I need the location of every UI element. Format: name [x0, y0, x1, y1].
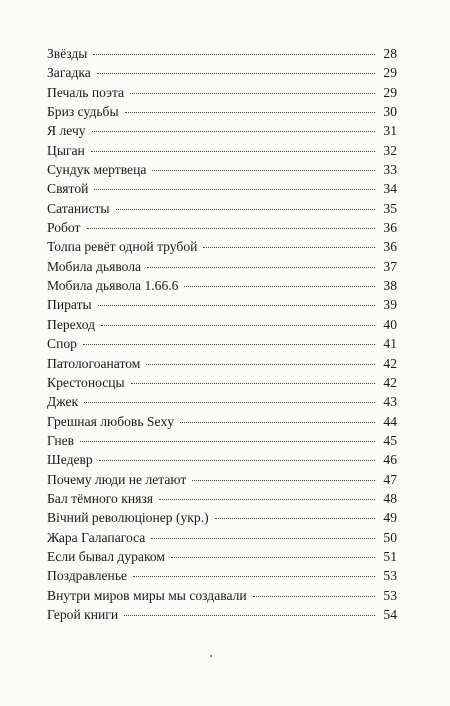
toc-entry-page: 33 [383, 162, 397, 178]
toc-entry-title: Бал тёмного князя [47, 490, 153, 506]
toc-leader-dots [253, 596, 375, 597]
toc-leader-dots [215, 518, 375, 519]
toc-entry [47, 83, 397, 102]
toc-entry-title: Пираты [47, 297, 92, 313]
toc-entry [47, 354, 397, 373]
toc-entry-title: Робот [47, 220, 81, 236]
toc-leader-dots [152, 170, 375, 171]
toc-entry [47, 566, 397, 585]
toc-entry-page: 47 [383, 471, 397, 487]
toc-entry-title: Джек [47, 394, 79, 410]
toc-entry-page: 45 [383, 432, 397, 448]
toc-leader-dots [97, 73, 375, 74]
toc-entry-title: Сатанисты [47, 200, 110, 216]
toc-entry [47, 102, 397, 121]
toc-entry-title: Сундук мертвеца [47, 162, 147, 178]
toc-entry [47, 489, 397, 508]
toc-leader-dots [130, 93, 375, 94]
toc-entry-page: 41 [383, 336, 397, 352]
toc-leader-dots [94, 189, 375, 190]
toc-entry-title: Я лечу [47, 123, 86, 139]
toc-entry [47, 412, 397, 431]
toc-entry-page: 53 [383, 587, 397, 603]
toc-entry-page: 43 [383, 394, 397, 410]
toc-leader-dots [98, 305, 375, 306]
toc-leader-dots [133, 576, 375, 577]
toc-entry [47, 257, 397, 276]
toc-entry-page: 53 [383, 568, 397, 584]
toc-leader-dots [101, 325, 375, 326]
page-dot-mark [210, 655, 212, 657]
toc-entry-title: Святой [47, 181, 89, 197]
toc-entry-page: 36 [383, 239, 397, 255]
toc-entry [47, 199, 397, 218]
toc-leader-dots [124, 615, 375, 616]
toc-entry-page: 40 [383, 316, 397, 332]
toc-leader-dots [171, 557, 375, 558]
toc-entry-page: 42 [383, 374, 397, 390]
toc-entry-page: 30 [383, 104, 397, 120]
toc-entry-title: Гнев [47, 432, 75, 448]
toc-entry-page: 50 [383, 529, 397, 545]
toc-leader-dots [147, 267, 375, 268]
toc-entry-page: 28 [383, 46, 397, 61]
toc-entry-page: 34 [383, 181, 397, 197]
toc-entry-title: Жара Галапагоса [47, 529, 146, 545]
toc-entry-title: Патологоанатом [47, 355, 141, 371]
toc-entry-page: 46 [383, 452, 397, 468]
table-of-contents [47, 44, 397, 624]
toc-entry-page: 38 [383, 278, 397, 294]
toc-entry-page: 37 [383, 258, 397, 274]
toc-entry [47, 63, 397, 82]
toc-leader-dots [92, 131, 375, 132]
toc-entry-title: Мобила дьявола [47, 258, 142, 274]
toc-entry-title: Внутри миров миры мы создавали [47, 587, 247, 603]
toc-leader-dots [192, 480, 375, 481]
toc-entry [47, 547, 397, 566]
toc-leader-dots [99, 460, 375, 461]
toc-leader-dots [91, 151, 375, 152]
toc-entry-page: 39 [383, 297, 397, 313]
toc-entry [47, 141, 397, 160]
toc-entry [47, 44, 397, 63]
toc-entry [47, 605, 397, 624]
toc-entry [47, 470, 397, 489]
toc-entry-title: Крестоносцы [47, 374, 125, 390]
toc-entry [47, 237, 397, 256]
toc-leader-dots [159, 499, 375, 500]
toc-entry-page: 29 [383, 84, 397, 100]
toc-entry-title: Печаль поэта [47, 84, 125, 100]
toc-entry [47, 295, 397, 314]
toc-entry-title: Герой книги [47, 606, 119, 622]
toc-entry [47, 528, 397, 547]
toc-entry-page: 44 [383, 413, 397, 429]
toc-entry-title: Грешная любовь Sexy [47, 413, 175, 429]
toc-entry [47, 179, 397, 198]
toc-entry [47, 431, 397, 450]
toc-entry-title: Переход [47, 316, 96, 332]
toc-entry [47, 218, 397, 237]
toc-entry-title: Звёзды [47, 46, 88, 61]
toc-leader-dots [131, 383, 375, 384]
toc-entry-page: 36 [383, 220, 397, 236]
toc-entry [47, 586, 397, 605]
toc-leader-dots [203, 247, 375, 248]
toc-leader-dots [180, 422, 375, 423]
toc-entry [47, 450, 397, 469]
toc-entry-title: Если бывал дураком [47, 548, 166, 564]
toc-leader-dots [80, 441, 375, 442]
toc-entry-title: Мобила дьявола 1.66.6 [47, 278, 179, 294]
toc-entry-title: Поздравленье [47, 568, 128, 584]
toc-leader-dots [83, 344, 375, 345]
toc-entry-title: Толпа ревёт одной трубой [47, 239, 198, 255]
toc-entry [47, 373, 397, 392]
toc-entry-page: 49 [383, 510, 397, 526]
toc-leader-dots [87, 228, 376, 229]
toc-entry [47, 160, 397, 179]
toc-entry-title: Почему люди не летают [47, 471, 187, 487]
toc-entry [47, 276, 397, 295]
toc-leader-dots [184, 286, 375, 287]
toc-entry-page: 35 [383, 200, 397, 216]
toc-leader-dots [146, 364, 375, 365]
toc-entry-title: Бриз судьбы [47, 104, 119, 120]
toc-entry-page: 32 [383, 142, 397, 158]
toc-leader-dots [151, 538, 375, 539]
toc-entry-page: 51 [383, 548, 397, 564]
toc-entry-page: 31 [383, 123, 397, 139]
toc-entry-title: Спор [47, 336, 77, 352]
toc-entry-title: Вічний революціонер (укр.) [47, 510, 209, 526]
toc-leader-dots [93, 54, 375, 55]
toc-entry [47, 315, 397, 334]
toc-entry-page: 54 [383, 606, 397, 622]
toc-entry [47, 508, 397, 527]
toc-entry-page: 29 [383, 65, 397, 81]
toc-entry [47, 334, 397, 353]
toc-entry-title: Загадка [47, 65, 91, 81]
toc-leader-dots [116, 209, 375, 210]
toc-entry-page: 42 [383, 355, 397, 371]
toc-leader-dots [84, 402, 375, 403]
toc-entry-title: Цыган [47, 142, 85, 158]
toc-entry [47, 121, 397, 140]
toc-leader-dots [125, 112, 375, 113]
toc-entry-title: Шедевр [47, 452, 93, 468]
toc-entry-page: 48 [383, 490, 397, 506]
toc-entry [47, 392, 397, 411]
